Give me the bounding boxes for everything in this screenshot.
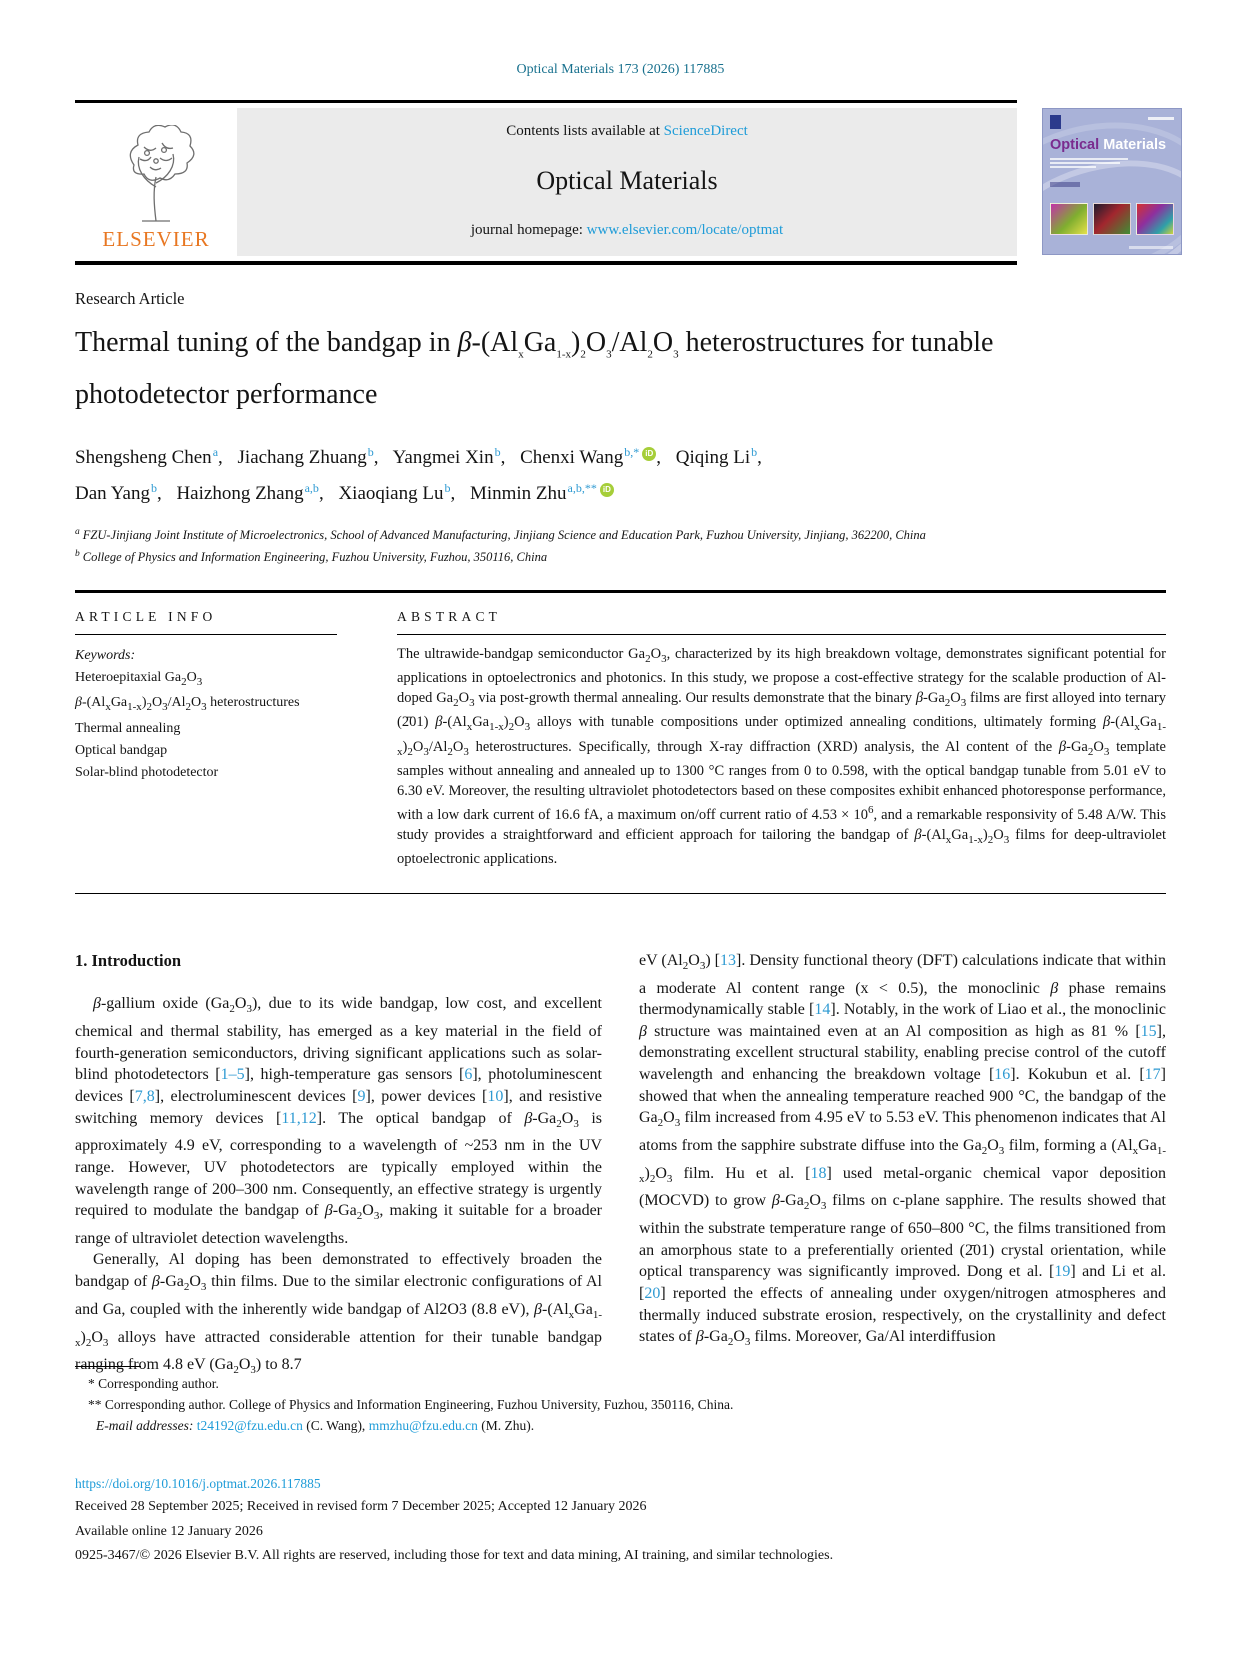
author-name: Chenxi Wang$^{b,*}$ iD ,: [520, 444, 661, 468]
intro-paragraph: β-gallium oxide $(Ga_2O_3)$, due to its wide bandgap, low cost, and excellent chemical and thermal stability, has emerged as a key material in the field of fourth-generation semiconductors, driving significant applications such as solar-blind photodetectors [1–5], high-temperature gas sensors [6], photoluminescent devices [7,8], electroluminescent devices [9], power devices [10], and resistive switching memory devices [11,12]. The optical bandgap of $\beta-Ga_2O_3$ is approximately 4.9 eV, corresponding to a wavelength of ~253 nm in the UV range. However, UV photodetectors are typically employed within the wavelength range of 200–300 nm. Consequently, an effective strategy is urgently required to modulate the bandgap of $\beta-Ga_2O_3$, making it suitable for a broader range of ultraviolet detection wavelengths.: [75, 995, 603, 1247]
intro-col-right: [639, 950, 1166, 1382]
cover-editor-line: [1050, 182, 1080, 187]
email-link-wang[interactable]: t24192@fzu.edu.cn: [196, 1418, 303, 1433]
email-link-zhu[interactable]: mmzhu@fzu.edu.cn: [368, 1418, 478, 1433]
intro-paragraph: Generally, Al doping has been demonstrated to effectively broaden the bandgap of $\beta-Ga_2O_3$ thin films. Due to the similar electronic configurations of Al and Ga, coupled with the inherently wide bandgap of Al2O3 (8.8 eV), $\beta-(Al_xGa_{1-x})_2O_3$ alloys have attracted considerable attention for their tunable bandgap ranging from 4.8 eV $(Ga_2O_3)$ to 8.7: [75, 1251, 602, 1377]
article-type: Research Article: [75, 289, 185, 308]
cover-thumbnails: [1050, 203, 1174, 235]
cover-thumb-image: [1050, 203, 1088, 235]
author-affil-sup: b: [751, 444, 758, 459]
section-heading-introduction: 1. Introduction: [75, 950, 182, 970]
journal-header-left: [75, 100, 1017, 265]
homepage-label: journal homepage:: [470, 222, 583, 238]
cover-subtitle-lines: [1050, 158, 1174, 168]
email-line: E-mail addresses: t24192@fzu.edu.cn (C. Wang), mmzhu@fzu.edu.cn (M. Zhu).: [96, 1418, 535, 1433]
keywords-label: Keywords:: [75, 647, 136, 663]
page-citation: Optical Materials 173 (2026) 117885: [516, 62, 725, 77]
keyword-item: Optical bandgap: [75, 743, 168, 759]
elsevier-logo: [75, 108, 237, 256]
cover-footer-text: [1129, 246, 1173, 249]
journal-title: Optical Materials: [536, 166, 718, 195]
author-name: Qiqing Li$^b$,: [675, 444, 762, 468]
article-title: Thermal tuning of the bandgap in $\beta-(Al_xGa_{1-x})_2O_3/Al_2O_3$ heterostructures for tunable photodetector performance: [75, 327, 994, 410]
author-name: Jiachang Zhuang$^b$,: [237, 444, 379, 468]
copyright-line: 0925-3467/© 2026 Elsevier B.V. All rights are reserved, including those for text and data mining, AI training, and similar technologies.: [75, 1548, 834, 1563]
authors-line-2: [75, 473, 1166, 509]
sciencedirect-link[interactable]: ScienceDirect: [663, 123, 748, 139]
author-name: Haizhong Zhang$^{a,b}$,: [176, 480, 324, 505]
keywords-block: [75, 645, 337, 785]
received-line: Received 28 September 2025; Received in revised form 7 December 2025; Accepted 12 January 2026: [75, 1499, 647, 1514]
footnote-1: * Corresponding author.: [88, 1376, 219, 1391]
elsevier-wordmark: ELSEVIER: [102, 227, 210, 251]
article-info-column: [75, 609, 337, 870]
orcid-icon[interactable]: iD: [642, 447, 656, 461]
divider: [75, 893, 1166, 894]
affiliation-b: $^b$ College of Physics and Information Engineering, Fuzhou University, Fuzhou, 350116, China: [75, 549, 548, 565]
affiliations: [75, 523, 1166, 567]
page-footer: [75, 1473, 1166, 1569]
author-affil-sup: b: [367, 444, 374, 459]
author-affil-sup: a,b: [304, 480, 319, 495]
abstract-heading: ABSTRACT: [397, 609, 1166, 635]
author-name: Dan Yang$^b$,: [75, 480, 162, 505]
cover-title: Optical Materials: [1050, 137, 1167, 153]
keyword-item: $\beta-(Al_xGa_{1-x})_2O_3/Al_2O_3$ heterostructures: [75, 695, 300, 714]
author-list: [75, 437, 1166, 510]
author-affil-sup: b: [494, 444, 501, 459]
introduction-section: [75, 950, 1166, 1382]
author-name: Shengsheng Chen$^a$,: [75, 444, 223, 468]
keyword-item: Heteroepitaxial $Ga_2O_3$: [75, 669, 203, 688]
footnotes: [75, 1366, 1166, 1436]
footnote-2: ** Corresponding author. College of Physics and Information Engineering, Fuzhou University, Fuzhou, 350116, China.: [88, 1397, 734, 1412]
journal-header: [75, 100, 1166, 265]
author-name: Minmin Zhu$^{a,b,**}$ iD: [470, 483, 614, 504]
author-affil-sup: a: [212, 444, 219, 459]
author-affil-sup: a,b,**: [567, 480, 597, 495]
cover-thumb-image: [1093, 203, 1131, 235]
email-label: E-mail addresses:: [96, 1418, 194, 1433]
orcid-icon[interactable]: iD: [600, 483, 614, 497]
elsevier-tree-icon: [112, 125, 200, 225]
divider: [75, 590, 1166, 593]
authors-line-1: [75, 437, 1166, 473]
abstract-column: [397, 609, 1166, 870]
abstract-text: The ultrawide-bandgap semiconductor $Ga_2O_3$, characterized by its high breakdown voltage, demonstrates significant potential for applications in optoelectronics and photonics. In this study, we propose a cost-effective strategy for the scalable production of Al-doped $Ga_2O_3$ via post-growth thermal annealing. Our results demonstrate that the binary $\beta-Ga_2O_3$ films are first alloyed into ternary (2̄01) $\beta-(Al_xGa_{1-x})_2O_3$ alloys with tunable compositions under optimized annealing conditions, ultimately forming $\beta-(Al_xGa_{1-x})_2O_3/Al_2O_3$ heterostructures. Specifically, through X-ray diffraction (XRD) analysis, the Al content of the $\beta-Ga_2O_3$ template samples without annealing and annealed up to 1300 °C ranges from 0 to 0.598, with the optical bandgap tunable from 5.01 eV to 6.30 eV. Moreover, the resulting ultraviolet photodetectors based on these composites exhibit enhanced photoresponse performance, with a low dark current of 16.6 fA, a maximum on/off current ratio of $4.53 \times 10^6$, and a remarkable responsivity of 5.48 A/W. This study provides a straightforward and efficient approach for tailoring the bandgap of $\beta-(Al_xGa_{1-x})_2O_3$ films for deep-ultraviolet optoelectronic applications.: [397, 645, 1167, 868]
journal-cover[interactable]: [1042, 108, 1182, 255]
keyword-item: Solar-blind photodetector: [75, 765, 219, 781]
intro-col-left: [75, 950, 602, 1382]
cover-elsevier-mark-icon: [1050, 115, 1061, 129]
article-info-heading: ARTICLE INFO: [75, 609, 337, 635]
footnote-rule: [75, 1366, 141, 1367]
homepage-line: [471, 222, 783, 239]
doi-link[interactable]: https://doi.org/10.1016/j.optmat.2026.117885: [75, 1476, 321, 1491]
author-name: Yangmei Xin$^b$,: [392, 444, 506, 468]
intro-paragraph: eV $(Al_2O_3)$ [13]. Density functional theory (DFT) calculations indicate that within a moderate Al content range (x < 0.5), the monoclinic β phase remains thermodynamically stable [14]. Notably, in the work of Liao et al., the monoclinic β structure was maintained even at an Al composition as high as 81 % [15], demonstrating excellent structural stability, enabling precise control of the cutoff wavelength and enhancing the breakdown voltage [16]. Kokubun et al. [17] showed that when the annealing temperature reached 900 °C, the bandgap of the $Ga_2O_3$ film increased from 4.95 eV to 5.53 eV. This phenomenon indicates that Al atoms from the sapphire substrate diffuse into the $Ga_2O_3$ film, forming a $(Al_xGa_{1-x})_2O_3$ film. Hu et al. [18] used metal-organic chemical vapor deposition (MOCVD) to grow $\beta-Ga_2O_3$ films on c-plane sapphire. The results showed that within the substrate temperature range of 650–800 °C, the films transitioned from an amorphous state to a preferentially oriented (2̄01) crystal orientation, while optical transparency was significantly improved. Dong et al. [19] and Li et al. [20] reported the effects of annealing under oxygen/nitrogen atmospheres and thermally induced substrate erosion, respectively, on the crystallinity and defect states of $\beta-Ga_2O_3$ films. Moreover, Ga/Al interdiffusion: [639, 951, 1167, 1349]
author-name: Xiaoqiang Lu$^b$,: [338, 480, 456, 505]
author-affil-sup: b: [150, 480, 157, 495]
keyword-item: Thermal annealing: [75, 721, 181, 737]
homepage-link[interactable]: www.elsevier.com/locate/optmat: [586, 222, 784, 238]
affiliation-a: $^a$ FZU-Jinjiang Joint Institute of Microelectronics, School of Advanced Manufacturing, Jinjiang Science and Education Park, Fuzhou University, Jinjiang, 362200, China: [75, 527, 926, 543]
cover-thumb-image: [1136, 203, 1174, 235]
available-line: Available online 12 January 2026: [75, 1523, 263, 1539]
author-affil-sup: b: [444, 480, 451, 495]
author-affil-sup: b,*: [624, 444, 640, 459]
cover-issue-text: [1148, 117, 1174, 120]
journal-header-box: [237, 108, 1017, 256]
contents-line: Contents lists available at ScienceDirect: [506, 123, 748, 139]
